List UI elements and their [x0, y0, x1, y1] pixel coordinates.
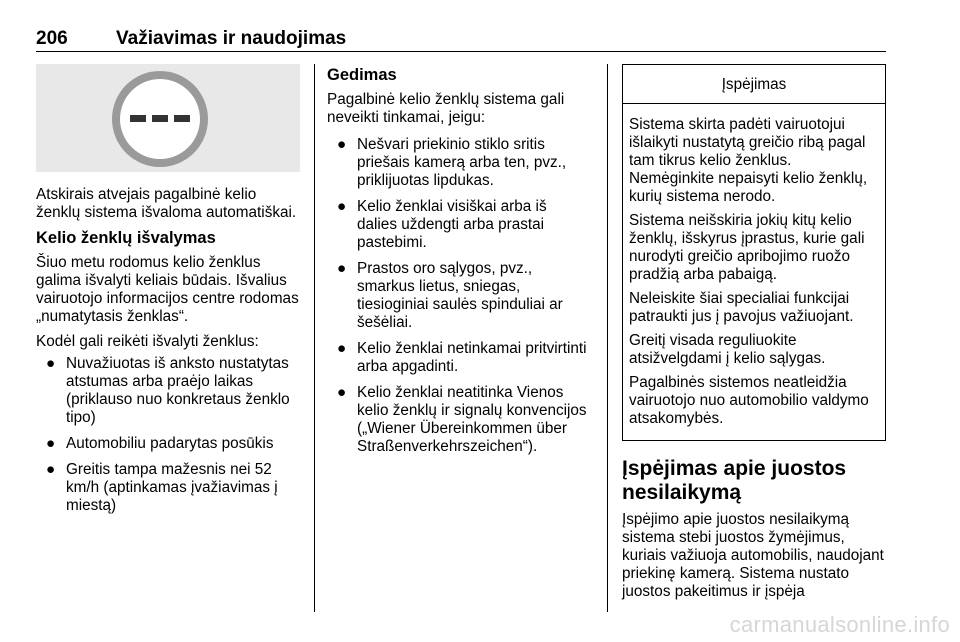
column-2 — [327, 64, 589, 464]
page-header — [36, 28, 886, 52]
malfunction-causes-list — [327, 136, 589, 456]
col1-para1: Šiuo metu rodomus kelio ženklus galima išvalyti keliais būdais. Išvalius vairuotojo informacijos centre rodomas „numatytasis ženklas“. — [36, 254, 299, 325]
bullet-icon: ● — [337, 198, 347, 215]
list-item: ● Nuvažiuotas iš anksto nustatytas atstumas arba praėjo laikas (priklauso nuo konkretaus ženklo tipo) — [46, 355, 290, 426]
column-divider-2 — [607, 64, 608, 612]
warning-box — [622, 64, 886, 441]
header-divider — [36, 51, 886, 52]
bullet-icon: ● — [337, 384, 347, 401]
section-heading-lane-departure: Įspėjimas apie juostos nesilaikymą — [622, 457, 847, 504]
bullet-icon: ● — [337, 260, 347, 277]
col2-intro: Pagalbinė kelio ženklų sistema gali neveikti tinkamai, jeigu: — [327, 91, 565, 126]
col1-intro: Atskirais atvejais pagalbinė kelio ženklų sistema išvaloma automatiškai. — [36, 186, 297, 221]
list-item: ● Nešvari priekinio stiklo sritis priešais kamerą arba ten, pvz., priklijuotas lipdukas. — [337, 136, 567, 189]
clearing-reasons-list — [36, 355, 304, 515]
list-item: ● Kelio ženklai visiškai arba iš dalies uždengti arba prastai pastebimi. — [337, 198, 547, 251]
warning-paragraph: Pagalbinės sistemos neatleidžia vairuotojo nuo automobilio valdymo atsakomybės. — [629, 374, 869, 427]
page-title: Važiavimas ir naudojimas — [116, 28, 347, 49]
bullet-icon: ● — [337, 340, 347, 357]
section-heading-malfunction: Gedimas — [327, 66, 397, 84]
warning-paragraph: Neleiskite šiai specialiai funkcijai patraukti jus į pavojus važiuojant. — [629, 290, 854, 325]
list-item: ● Prastos oro sąlygos, pvz., smarkus lietus, sniegas, tiesioginiai saulės spinduliai ar šešėliai. — [337, 260, 563, 331]
column-1 — [36, 64, 304, 523]
bullet-icon: ● — [46, 461, 56, 478]
end-of-restrictions-sign-icon — [36, 64, 300, 172]
column-3 — [622, 64, 886, 608]
column-divider-1 — [314, 64, 315, 612]
list-item: ● Kelio ženklai neatitinka Vienos kelio ženklų ir signalų konvencijos („Wiener Übereinkommen über Straßenverkehrszeichen“). — [337, 384, 587, 455]
list-item: ● Kelio ženklai netinkamai pritvirtinti arba apgadinti. — [337, 340, 587, 375]
list-item: ● Automobiliu padarytas posūkis — [46, 435, 274, 452]
warning-title: Įspėjimas — [623, 65, 885, 104]
list-item: ● Greitis tampa mažesnis nei 52 km/h (aptinkamas įvažiavimas į miestą) — [46, 461, 278, 514]
col3-para: Įspėjimo apie juostos nesilaikymą sistema stebi juostos žymėjimus, kuriais važiuoja automobilis, naudojant priekinę kamerą. Sistema nustato juostos pakeitimus ir įspėja — [622, 511, 884, 600]
warning-body — [623, 104, 885, 440]
bullet-icon: ● — [46, 355, 56, 372]
page-number: 206 — [36, 28, 68, 49]
warning-paragraph: Greitį visada reguliuokite atsižvelgdami į kelio sąlygas. — [629, 332, 826, 367]
bullet-icon: ● — [46, 435, 56, 452]
bullet-icon: ● — [337, 136, 347, 153]
watermark: carmanualsonline.info — [729, 612, 950, 637]
warning-paragraph: Sistema neišskiria jokių kitų kelio ženklų, išskyrus įprastus, kurie gali nurodyti greičio apribojimo ruožo pradžią arba pabaigą. — [629, 212, 865, 283]
warning-paragraph: Sistema skirta padėti vairuotojui išlaikyti nustatytą greičio ribą pagal tam tikrus kelio ženklus. Nemėginkite nepaisyti kelio ženklų, kurių sistema nerodo. — [629, 116, 868, 205]
col1-para2: Kodėl gali reikėti išvalyti ženklus: — [36, 333, 259, 350]
sign-illustration — [36, 64, 300, 172]
section-heading-sign-clearing: Kelio ženklų išvalymas — [36, 229, 216, 247]
